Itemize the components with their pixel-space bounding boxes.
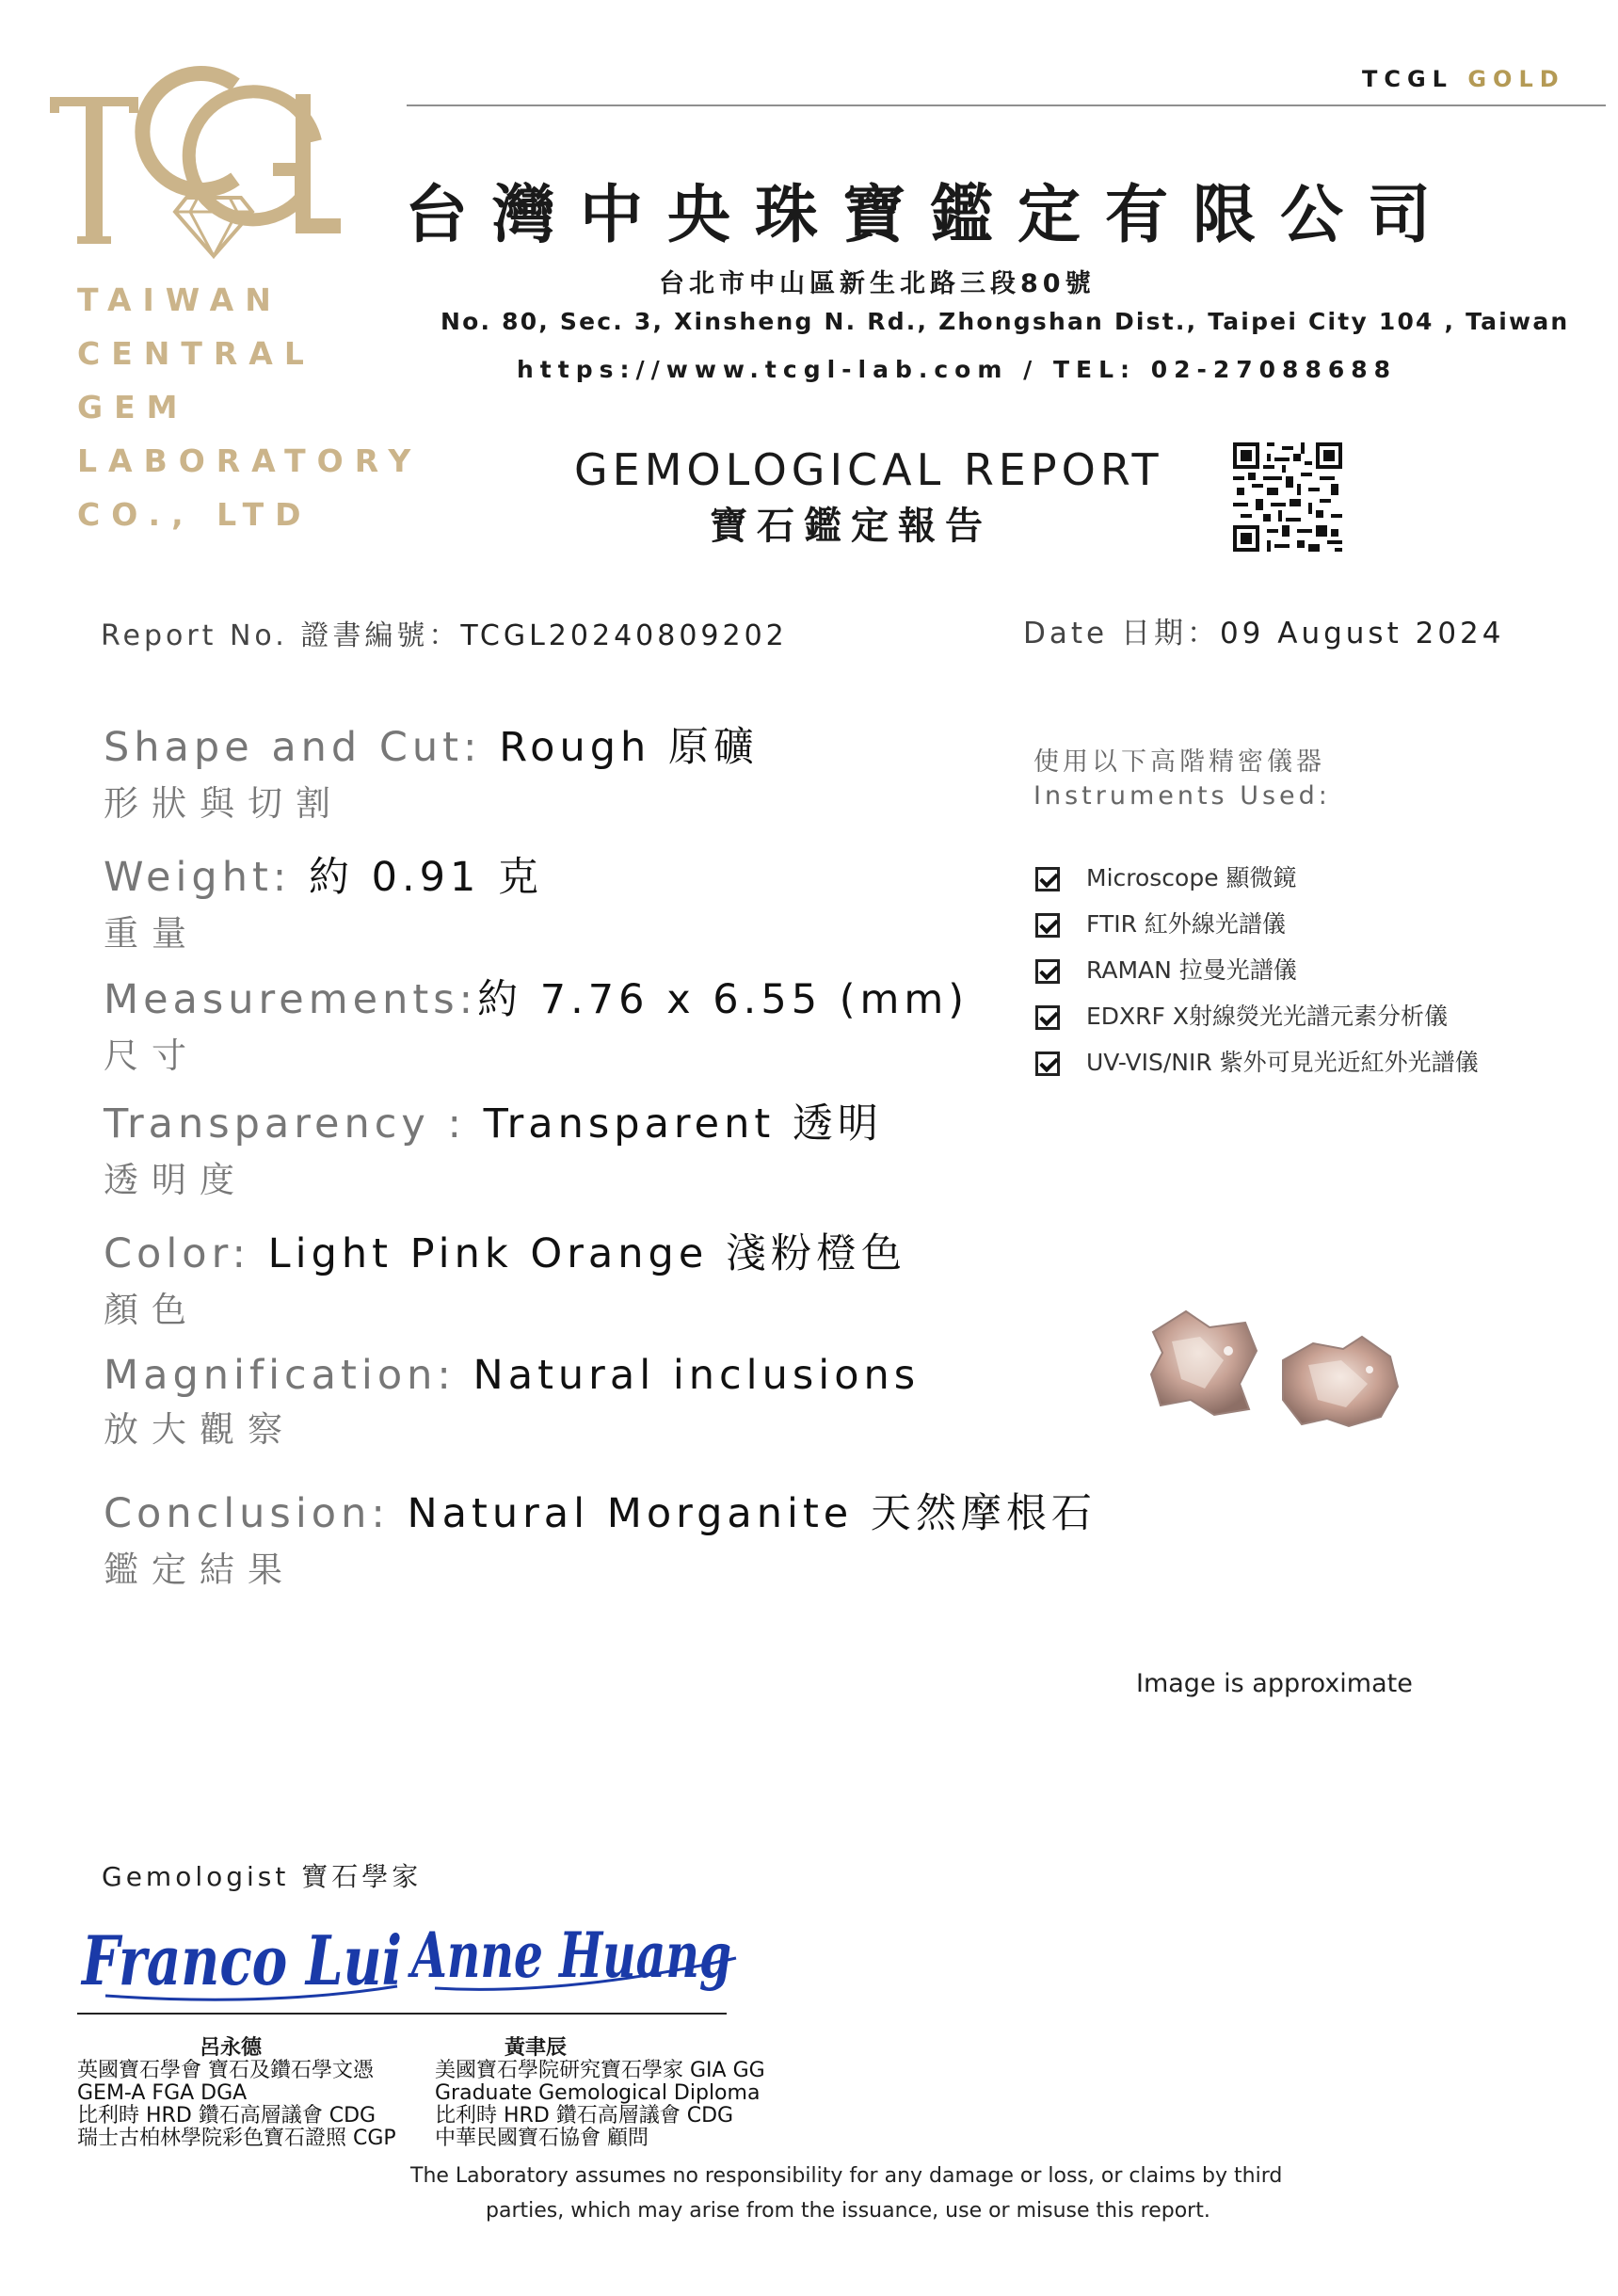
instrument-item: [1035, 1044, 1479, 1078]
gemologist-name-2: 黃聿辰: [505, 2036, 568, 2060]
gemologist-signatures: [77, 1902, 755, 2015]
gold-tag-word1: TCGL: [1362, 66, 1453, 92]
field-value: Transparent 透明: [483, 1100, 883, 1148]
report-date-value: 09 August 2024: [1219, 617, 1505, 650]
instrument-item: [1035, 952, 1297, 986]
gemstone-photo: [1134, 1294, 1417, 1445]
field-label: Measurements:: [104, 976, 478, 1023]
instrument-item: [1035, 906, 1286, 939]
report-date: [1023, 609, 1505, 651]
field-label-zh: 顏色: [104, 1290, 200, 1330]
field-label: Color:: [104, 1230, 268, 1277]
field-value: Natural inclusions: [473, 1352, 921, 1399]
field-conclusion: [104, 1482, 1097, 1592]
instrument-item: [1035, 859, 1297, 893]
qr-code-icon[interactable]: [1233, 442, 1342, 552]
lab-name-line: CENTRAL: [77, 335, 315, 372]
checkbox-checked-icon: [1035, 913, 1060, 938]
lab-name: [77, 273, 422, 541]
tcgl-gold-tag: [1362, 66, 1565, 92]
field-value: Light Pink Orange 淺粉橙色: [267, 1230, 906, 1277]
field-label: Transparency :: [104, 1100, 484, 1148]
instrument-label: RAMAN 拉曼光譜儀: [1086, 956, 1297, 984]
report-title-en: GEMOLOGICAL REPORT: [574, 444, 1163, 495]
field-label: Shape and Cut:: [104, 724, 500, 771]
checkbox-checked-icon: [1035, 867, 1060, 891]
gemologist-label: Gemologist 寶石學家: [102, 1861, 423, 1892]
field-label-zh: 透明度: [104, 1160, 248, 1200]
field-shape-and-cut: [104, 715, 759, 826]
checkbox-checked-icon: [1035, 959, 1060, 984]
lab-name-line: CO., LTD: [77, 496, 312, 533]
report-number-label: Report No. 證書編號：: [101, 619, 461, 652]
address-zh: 台北市中山區新生北路三段80號: [659, 269, 1096, 298]
address-en: No. 80, Sec. 3, Xinsheng N. Rd., Zhongshan Dist., Taipei City 104 , Taiwan: [441, 308, 1570, 335]
field-measurements: [104, 968, 969, 1078]
field-label-zh: 鑑定結果: [104, 1549, 296, 1590]
disclaimer-line-2: parties, which may arise from the issuance, use or misuse this report.: [486, 2199, 1210, 2223]
field-label-zh: 放大觀察: [104, 1409, 296, 1450]
instrument-label: EDXRF X射線熒光光譜元素分析儀: [1086, 1003, 1448, 1030]
lab-name-line: GEM: [77, 389, 189, 425]
signature-anne-huang: Anne Huang: [407, 1919, 731, 1992]
field-label-zh: 重量: [104, 913, 200, 954]
instrument-label: Microscope 顯微鏡: [1086, 864, 1297, 891]
lab-name-line: TAIWAN: [77, 281, 282, 318]
signature-line: [77, 2013, 727, 2015]
field-weight: [104, 845, 543, 955]
image-note: Image is approximate: [1136, 1669, 1413, 1698]
field-label: Weight:: [104, 854, 309, 901]
gemologist-credentials-1: 英國寶石學會 寶石及鑽石學文憑 GEM-A FGA DGA 比利時 HRD 鑽石高層議會 CDG 瑞士古柏林學院彩色寶石證照 CGP: [77, 2059, 396, 2150]
gold-tag-word2: GOLD: [1467, 66, 1565, 92]
field-label: Conclusion:: [104, 1490, 408, 1537]
gemologist-name-1: 呂永德: [200, 2036, 263, 2060]
field-label: Magnification:: [104, 1352, 473, 1399]
report-number: [101, 612, 788, 653]
instruments-heading-en: Instruments Used:: [1033, 781, 1331, 811]
contact-line[interactable]: https://www.tcgl-lab.com / TEL: 02-27088688: [517, 356, 1398, 383]
report-title-zh: 寶石鑑定報告: [710, 505, 992, 548]
field-value: Rough 原礦: [499, 724, 759, 771]
company-name: 台灣中央珠寶鑑定有限公司: [405, 177, 1455, 251]
field-label-zh: 形狀與切割: [104, 783, 344, 824]
field-value: 約 7.76 x 6.55 (mm): [477, 976, 969, 1023]
report-number-value: TCGL20240809202: [460, 619, 788, 652]
signature-franco-lui: Franco Lui: [80, 1920, 402, 2000]
header-divider: [407, 104, 1606, 106]
field-transparency: [104, 1092, 883, 1202]
checkbox-checked-icon: [1035, 1052, 1060, 1076]
field-color: [104, 1222, 906, 1332]
disclaimer-line-1: The Laboratory assumes no responsibility for any damage or loss, or claims by third: [410, 2164, 1283, 2188]
report-date-label: Date 日期：: [1023, 617, 1220, 650]
instrument-label: UV-VIS/NIR 紫外可見光近紅外光譜儀: [1086, 1049, 1479, 1076]
tcgl-logo: [47, 56, 348, 264]
lab-name-line: LABORATORY: [77, 442, 423, 479]
field-value: Natural Morganite 天然摩根石: [407, 1490, 1097, 1537]
instruments-heading-zh: 使用以下高階精密儀器: [1033, 747, 1325, 777]
instrument-item: [1035, 998, 1448, 1032]
field-value: 約 0.91 克: [308, 854, 544, 901]
checkbox-checked-icon: [1035, 1005, 1060, 1030]
instrument-label: FTIR 紅外線光譜儀: [1086, 910, 1286, 938]
field-magnification: [104, 1352, 920, 1452]
gemologist-credentials-2: 美國寶石學院研究寶石學家 GIA GG Graduate Gemological Diploma 比利時 HRD 鑽石高層議會 CDG 中華民國寶石協會 顧問: [435, 2059, 765, 2150]
field-label-zh: 尺寸: [104, 1036, 200, 1076]
